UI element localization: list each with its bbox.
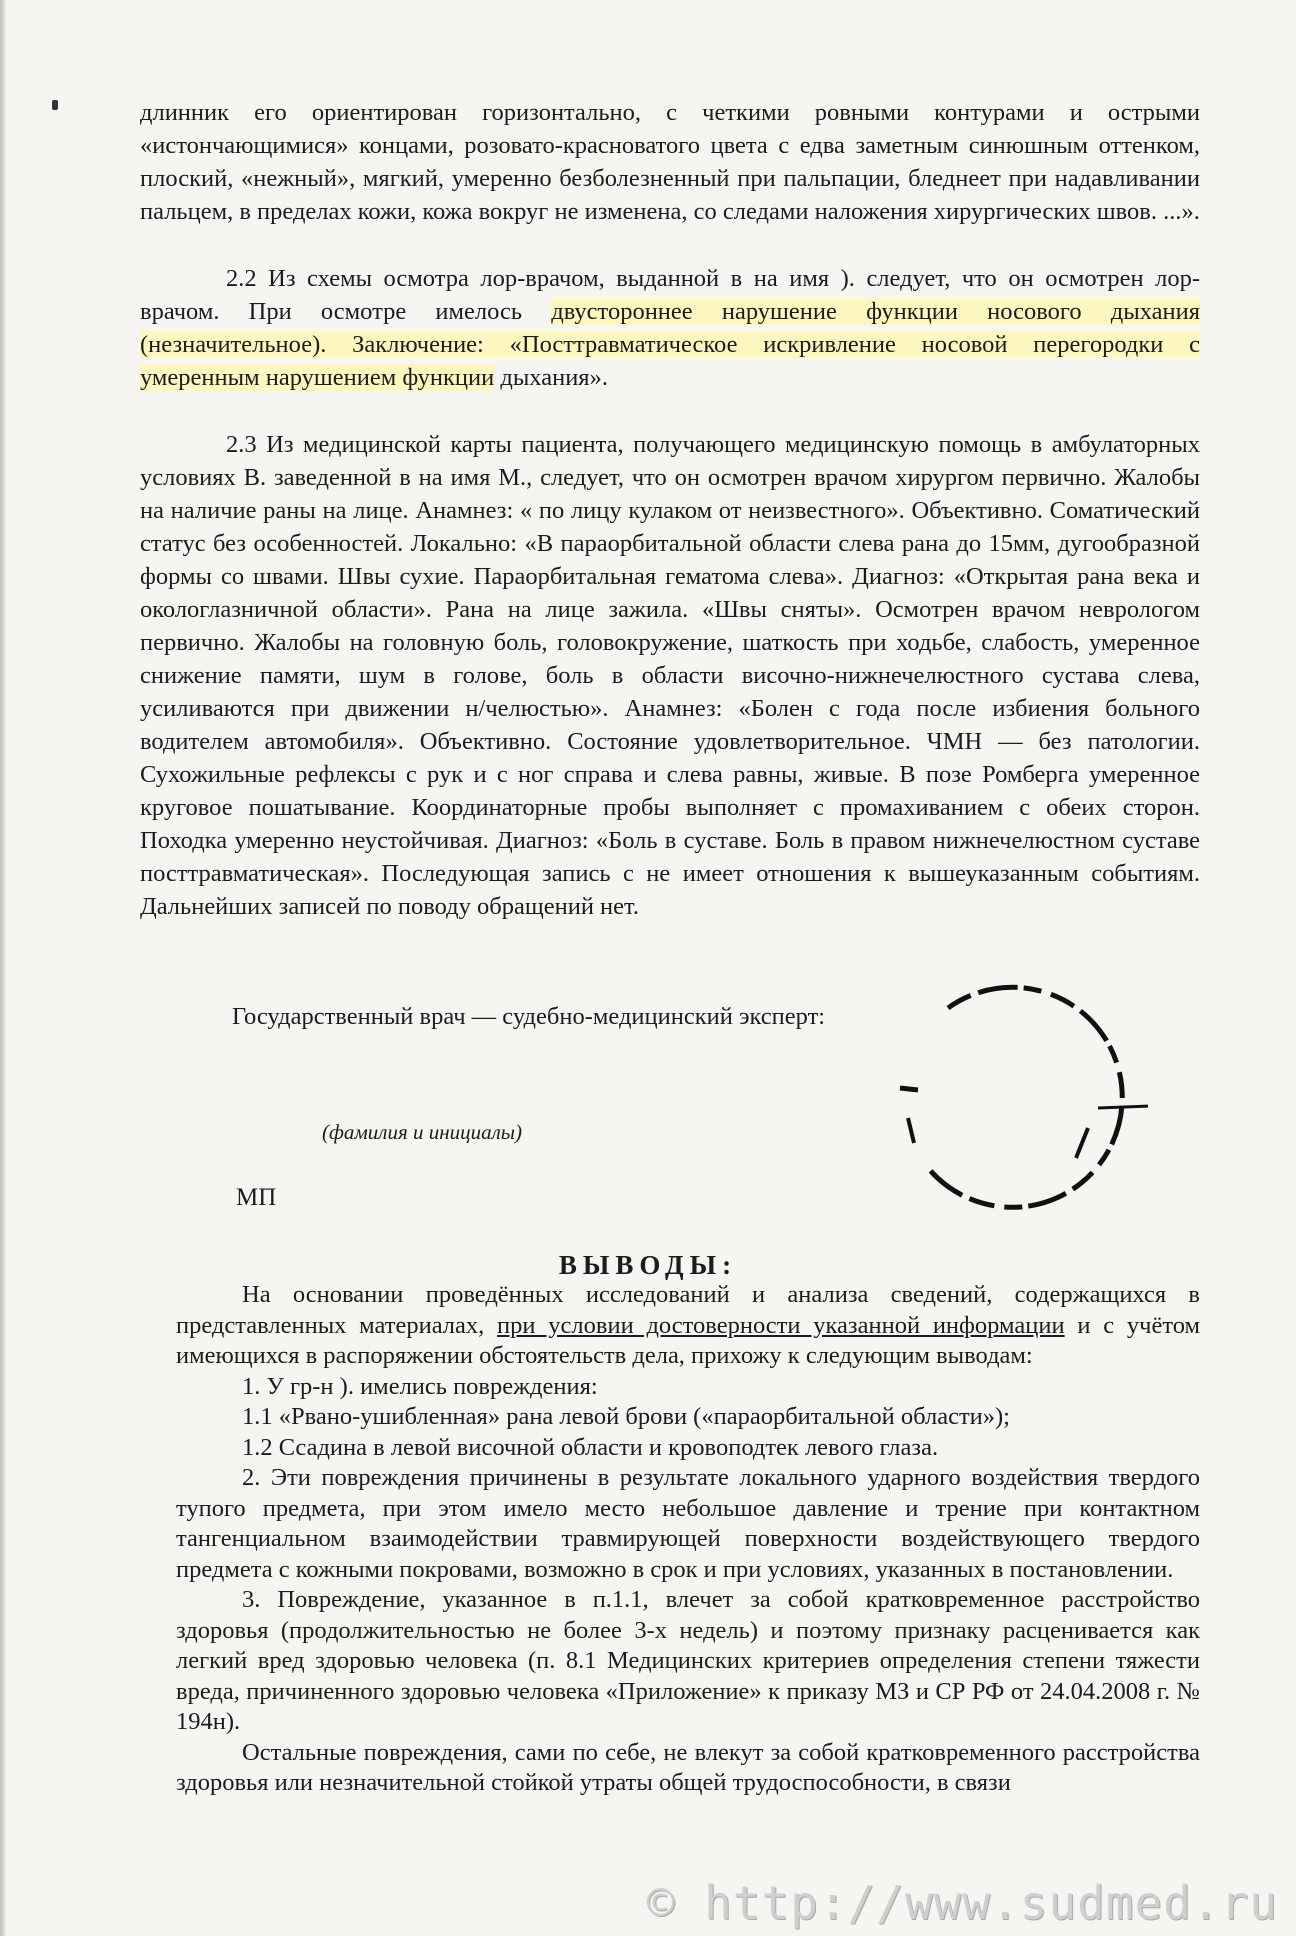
paragraph-medical-card: 2.3 Из медицинской карты пациента, получающего медицинскую помощь в амбулаторных условиях В. заведенной в на имя М., следует, что он осмотрен врачом хирургом первично. Жалобы на наличие раны на лице. Анамнез: « по лицу кулаком от неизвестного». Объективно. Соматический статус без особенностей. Локально: «В параорбитальной области слева рана до 15мм, дугообразной формы со швами. Швы сухие. Параорбитальная гематома слева». Диагноз: «Открытая рана века и окологлазничной области». Рана на лице зажила. «Швы сняты». Осмотрен врачом неврологом первично. Жалобы на головную боль, головокружение, шаткость при ходьбе, слабость, умеренное снижение памяти, шум в голове, боль в области височно-нижнечелюстного сустава слева, усиливаются при движении н/челюстью». Анамнез: «Болен с года после избиения больного водителем автомобиля». Объективно. Состояние удовлетворительное. ЧМН — без патологии. Сухожильные рефлексы с рук и с ног справа и слева равны, живые. В позе Ромберга умеренное круговое пошатывание. Координаторные пробы выполняет с промахиванием с обеих сторон. Походка умеренно неустойчивая. Диагноз: «Боль в суставе. Боль в правом нижнечелюстном суставе посттравматическая». Последующая запись с не имеет отношения к вышеуказанным событиям. Дальнейших записей по поводу обращений нет. <box>140 431 1200 920</box>
paragraph-ent-exam <box>140 262 1200 394</box>
paragraph-lesion-description: длинник его ориентирован горизонтально, с четкими ровными контурами и острыми «истончающимися» концами, розовато-красноватого цвета с едва заметным синюшным оттенком, плоский, «нежный», мягкий, умеренно безболезненный при пальпации, бледнеет при надавливании пальцем, в пределах кожи, кожа вокруг не изменена, со следами наложения хирургических швов. ...». <box>140 99 1200 225</box>
report-body <box>140 96 1200 923</box>
conclusions-title: ВЫВОДЫ: <box>558 1250 738 1280</box>
expert-signature-title: Государственный врач — судебно-медицинский эксперт: <box>232 1003 826 1030</box>
scan-edge <box>0 0 6 1936</box>
intro-underlined: при условии достоверности указанной информации <box>497 1311 1065 1339</box>
site-watermark: © http://www.sudmed.ru <box>646 1876 1278 1930</box>
conclusion-1-1: 1.1 «Рвано-ушибленная» рана левой брови («параорбитальной области»); <box>242 1403 1010 1430</box>
conclusion-3: 3. Повреждение, указанное в п.1.1, влечет за собой кратковременное расстройство здоровья (продолжительностью не более 3-х недель) и поэтому признаку расценивается как легкий вред здоровью человека (п. 8.1 Медицинских критериев определения степени тяжести вреда, причиненного здоровью человека «Приложение» к приказу МЗ и СР РФ от 24.04.2008 г. № 194н). <box>176 1586 1200 1735</box>
intro-part-b: и с учётом имеющихся в распоряжении обстоятельств дела, прихожу к следующим выводам: <box>176 1311 1201 1369</box>
intro-part-a: На основании проведённых исследований и анализа сведений, содержащихся в представленных материалах, <box>176 1281 1200 1339</box>
ent-exam-start: 2.2 Из схемы осмотра лор-врачом, выданной в на имя ). следует, что он осмотрен лор-врачом. При осмотре имелось <box>140 265 1200 325</box>
stamp-seal <box>888 968 1148 1228</box>
conclusion-1-2: 1.2 Ссадина в левой височной области и кровоподтек левого глаза. <box>242 1433 939 1461</box>
conclusion-4: Остальные повреждения, сами по себе, не влекут за собой кратковременного расстройства здоровья или незначительной стойкой утраты общей трудоспособности, в связи <box>176 1738 1200 1796</box>
signature-note: (фамилия и инициалы) <box>322 1120 523 1144</box>
conclusion-2: 2. Эти повреждения причинены в результате локального ударного воздействия твердого тупого предмета, при этом имело место небольшое давление и трение при контактном тангенциальном взаимодействии травмирующей поверхности воздействующего твердого предмета с кожными покровами, возможно в срок и при условиях, указанных в постановлении. <box>176 1464 1200 1583</box>
conclusions-body <box>176 1280 1200 1799</box>
conclusion-1: 1. У гр-н ). имелись повреждения: <box>242 1372 598 1400</box>
ent-exam-end: дыхания». <box>500 364 608 391</box>
conclusions-intro <box>176 1280 1200 1372</box>
scan-mark <box>52 100 58 110</box>
ent-exam-highlight: двустороннее нарушение функции носового дыхания (незначительное). Заключение: «Посттравматическое искривление носовой перегородки с умеренным нарушением функции <box>140 298 1200 391</box>
seal-place-label: МП <box>236 1184 277 1211</box>
